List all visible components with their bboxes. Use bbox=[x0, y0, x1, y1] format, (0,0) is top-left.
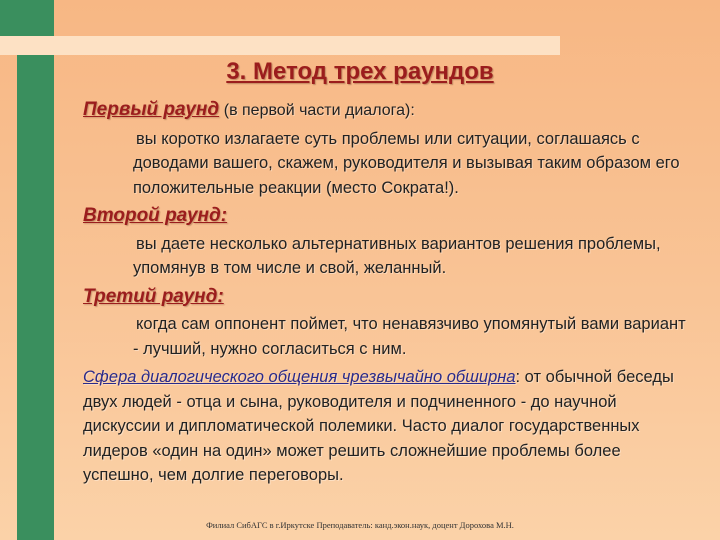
round2-text: вы даете несколько альтернативных вариантов решения проблемы, упомянув в том числе и свой, желанный. bbox=[133, 234, 661, 277]
sphere-text: : от обычной беседы двух людей - отца и сына, руководителя и подчиненного - до научной дискуссии и дипломатической полемики. Часто диалог государственных лидеров «один на один» может решить сложнейшие проблемы более успешно, чем долгие переговоры. bbox=[83, 368, 674, 484]
round1-heading: Первый раунд bbox=[83, 99, 220, 120]
round3-text: когда сам оппонент поймет, что ненавязчиво упомянутый вами вариант - лучший, нужно согласиться с ним. bbox=[133, 315, 686, 358]
slide-footer: Филиал СибАГС в г.Иркутске Преподаватель: канд.экон.наук, доцент Дорохова М.Н. bbox=[206, 520, 514, 530]
round1-section bbox=[83, 98, 695, 200]
slide-title: 3. Метод трех раундов bbox=[226, 58, 494, 85]
round2-heading: Второй раунд: bbox=[83, 205, 228, 226]
round2-section bbox=[83, 204, 695, 281]
round1-text: вы коротко излагаете суть проблемы или ситуации, соглашаясь с доводами вашего, скажем, руководителя и вызывая таким образом его положительные реакции (место Сократа!). bbox=[133, 129, 680, 197]
slide-content bbox=[83, 96, 695, 488]
light-horizontal-stripe bbox=[0, 36, 560, 55]
round1-note: (в первой части диалога): bbox=[223, 102, 415, 119]
round3-section bbox=[83, 285, 695, 362]
green-corner-block bbox=[0, 0, 17, 36]
round3-heading: Третий раунд: bbox=[83, 285, 224, 307]
sphere-section bbox=[83, 365, 695, 488]
sphere-lead-link[interactable]: Сфера диалогического общения чрезвычайно обширна bbox=[83, 368, 516, 386]
